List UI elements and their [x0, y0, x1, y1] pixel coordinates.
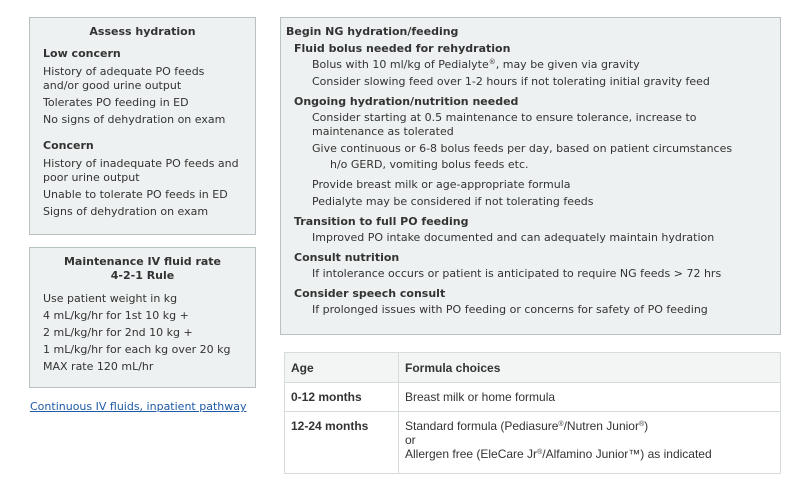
- low-concern-item: No signs of dehydration on exam: [43, 113, 226, 126]
- bolus-item: Bolus with 10 ml/kg of Pedialyte®, may be given via gravity: [312, 58, 640, 71]
- maintenance-iv-panel: [29, 247, 256, 388]
- nutrition-heading: Consult nutrition: [294, 251, 400, 264]
- concern-heading: Concern: [43, 139, 94, 152]
- bolus-heading: Fluid bolus needed for rehydration: [294, 42, 511, 55]
- transition-heading: Transition to full PO feeding: [294, 215, 469, 228]
- low-concern-item: and/or good urine output: [43, 79, 182, 92]
- table-row: [285, 383, 781, 412]
- concern-item: Unable to tolerate PO feeds in ED: [43, 188, 228, 201]
- formula-table: [284, 352, 781, 474]
- maintenance-item: 1 mL/kg/hr for each kg over 20 kg: [43, 343, 231, 356]
- ng-title: Begin NG hydration/feeding: [286, 25, 459, 38]
- nutrition-item: If intolerance occurs or patient is anticipated to require NG feeds > 72 hrs: [312, 267, 722, 280]
- age-column-header: Age: [285, 353, 399, 383]
- formula-cell: Standard formula (Pediasure®/Nutren Junior®) or Allergen free (EleCare Jr®/Alfamino Junior™) as indicated: [399, 412, 781, 474]
- ongoing-item: Pedialyte may be considered if not tolerating feeds: [312, 195, 594, 208]
- concern-item: poor urine output: [43, 171, 140, 184]
- speech-heading: Consider speech consult: [294, 287, 446, 300]
- ongoing-item: Give continuous or 6-8 bolus feeds per day, based on patient circumstances: [312, 142, 733, 155]
- age-cell: 0-12 months: [285, 383, 399, 412]
- formula-cell: Breast milk or home formula: [399, 383, 781, 412]
- table-row: [285, 412, 781, 474]
- low-concern-item: Tolerates PO feeding in ED: [43, 96, 189, 109]
- concern-item: History of inadequate PO feeds and: [43, 157, 239, 170]
- low-concern-heading: Low concern: [43, 47, 121, 60]
- ongoing-item: maintenance as tolerated: [312, 125, 454, 138]
- ongoing-item: Consider starting at 0.5 maintenance to ensure tolerance, increase to: [312, 111, 697, 124]
- maintenance-item: 4 mL/kg/hr for 1st 10 kg +: [43, 309, 189, 322]
- ongoing-heading: Ongoing hydration/nutrition needed: [294, 95, 519, 108]
- ongoing-item: Provide breast milk or age-appropriate formula: [312, 178, 571, 191]
- maintenance-item: Use patient weight in kg: [43, 292, 178, 305]
- maintenance-item: 2 mL/kg/hr for 2nd 10 kg +: [43, 326, 193, 339]
- ongoing-item: h/o GERD, vomiting bolus feeds etc.: [330, 158, 529, 171]
- ng-hydration-panel: [280, 17, 781, 335]
- concern-item: Signs of dehydration on exam: [43, 205, 209, 218]
- assess-hydration-panel: [29, 17, 256, 235]
- transition-item: Improved PO intake documented and can adequately maintain hydration: [312, 231, 715, 244]
- table-header-row: [285, 353, 781, 383]
- low-concern-item: History of adequate PO feeds: [43, 65, 205, 78]
- continuous-iv-fluids-link[interactable]: Continuous IV fluids, inpatient pathway: [30, 400, 247, 413]
- maintenance-item: MAX rate 120 mL/hr: [43, 360, 154, 373]
- assess-title: Assess hydration: [89, 25, 196, 38]
- maintenance-title: Maintenance IV fluid rate: [63, 255, 222, 268]
- maintenance-subtitle: 4-2-1 Rule: [110, 269, 175, 282]
- bolus-item: Consider slowing feed over 1-2 hours if not tolerating initial gravity feed: [312, 75, 710, 88]
- speech-item: If prolonged issues with PO feeding or concerns for safety of PO feeding: [312, 303, 708, 316]
- age-cell: 12-24 months: [285, 412, 399, 474]
- formula-column-header: Formula choices: [399, 353, 781, 383]
